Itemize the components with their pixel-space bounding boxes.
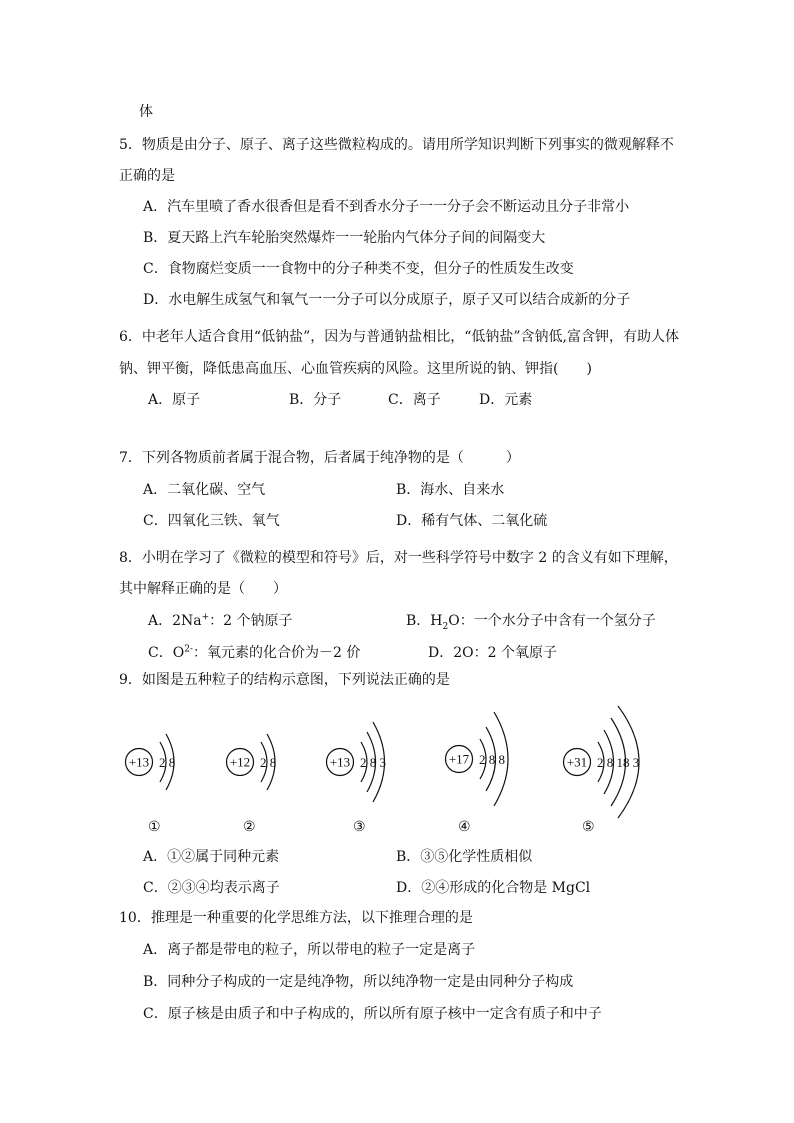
q7-option-c: C．四氧化三铁、氧气 (143, 513, 280, 529)
q10-option-a: A．离子都是带电的粒子，所以带电的粒子一定是离子 (143, 942, 476, 958)
q6-option-c: C．离子 (388, 392, 441, 408)
q5-option-a: A．汽车里喷了香水很香但是看不到香水分子一一分子会不断运动且分子非常小 (143, 199, 630, 215)
text-fragment: 体 (139, 104, 153, 120)
q8-option-b-prefix: B．H (406, 613, 443, 629)
particle-4-shells: 2 8 8 (479, 752, 505, 767)
q9-option-b: B．③⑤化学性质相似 (396, 849, 533, 865)
q6-option-a: A．原子 (148, 392, 201, 408)
q8-option-a-text: ：2 个钠原子 (209, 613, 293, 629)
particle-3-nucleus: +13 (329, 754, 351, 770)
q7-stem: 7．下列各物质前者属于混合物，后者属于纯净物的是（ ） (119, 450, 520, 466)
q8-option-b (406, 611, 656, 631)
q8-option-c-charge: 2- (184, 644, 193, 655)
particle-5-shells: 2 8 18 3 (597, 755, 640, 770)
particle-2-nucleus: +12 (229, 754, 251, 770)
particle-2-shells: 2 8 (260, 755, 277, 770)
q10-option-b: B．同种分子构成的一定是纯净物，所以纯净物一定是由同种分子构成 (143, 974, 574, 990)
particle-4-label: ④ (458, 819, 471, 835)
q6-stem-line1: 6．中老年人适合食用“低钠盐”，因为与普通钠盐相比，“低钠盐”含钠低,富含钾，有助人体 (119, 329, 679, 345)
q5-stem-line1: 5．物质是由分子、原子、离子这些微粒构成的。请用所学知识判断下列事实的微观解释不 (119, 137, 674, 153)
q10-option-c: C．原子核是由质子和中子构成的，所以所有原子核中一定含有质子和中子 (143, 1006, 602, 1022)
particle-4-nucleus: +17 (448, 751, 470, 767)
q5-option-b: B．夏天路上汽车轮胎突然爆炸一一轮胎内气体分子间的间隔变大 (143, 230, 546, 246)
q8-option-a (148, 611, 293, 631)
q8-option-b-subscript: 2 (442, 621, 449, 632)
q7-option-a: A．二氧化碳、空气 (143, 482, 266, 498)
q9-option-a: A．①②属于同种元素 (143, 849, 280, 865)
particle-2-label: ② (243, 819, 256, 835)
atomic-structure-diagram (0, 700, 794, 840)
q5-stem-line2: 正确的是 (119, 168, 175, 184)
q8-option-a-charge: + (201, 612, 210, 623)
q9-option-d: D．②④形成的化合物是 MgCl (396, 880, 591, 896)
q8-option-d: D．2O：2 个氧原子 (428, 645, 557, 661)
particle-5-nucleus: +31 (566, 754, 588, 770)
q8-option-b-text: O：一个水分子中含有一个氢分子 (448, 613, 656, 629)
q6-stem-line2: 钠、钾平衡，降低患高血压、心血管疾病的风险。这里所说的钠、钾指( ) (119, 361, 592, 377)
q5-option-d: D．水电解生成氢气和氧气一一分子可以分成原子，原子又可以结合成新的分子 (143, 292, 631, 308)
q6-option-d: D．元素 (479, 392, 533, 408)
q8-option-a-prefix: A．2Na (148, 613, 202, 629)
q5-option-c: C．食物腐烂变质一一食物中的分子种类不变，但分子的性质发生改变 (143, 261, 574, 277)
q8-stem-line2: 其中解释正确的是（ ） (119, 581, 287, 597)
q8-stem-line1: 8．小明在学习了《微粒的模型和符号》后，对一些科学符号中数字 2 的含义有如下理解， (119, 550, 678, 566)
particle-1-label: ① (148, 819, 161, 835)
particle-5-label: ⑤ (582, 819, 595, 835)
q8-option-c-prefix: C．O (148, 645, 185, 661)
q7-option-d: D．稀有气体、二氧化硫 (396, 513, 548, 529)
particle-1-nucleus: +13 (128, 754, 150, 770)
particle-3-label: ③ (353, 819, 366, 835)
q8-option-c-text: ：氧元素的化合价为－2 价 (192, 645, 361, 661)
q8-option-c (148, 643, 360, 663)
q7-option-b: B．海水、自来水 (396, 482, 505, 498)
q6-option-b: B．分子 (289, 392, 342, 408)
particle-3-shells: 2 8 3 (360, 755, 386, 770)
q10-stem: 10．推理是一种重要的化学思维方法，以下推理合理的是 (119, 910, 473, 926)
q9-stem: 9．如图是五种粒子的结构示意图，下列说法正确的是 (119, 672, 450, 688)
q9-option-c: C．②③④均表示离子 (143, 880, 280, 896)
particle-1-shells: 2 8 (159, 755, 176, 770)
